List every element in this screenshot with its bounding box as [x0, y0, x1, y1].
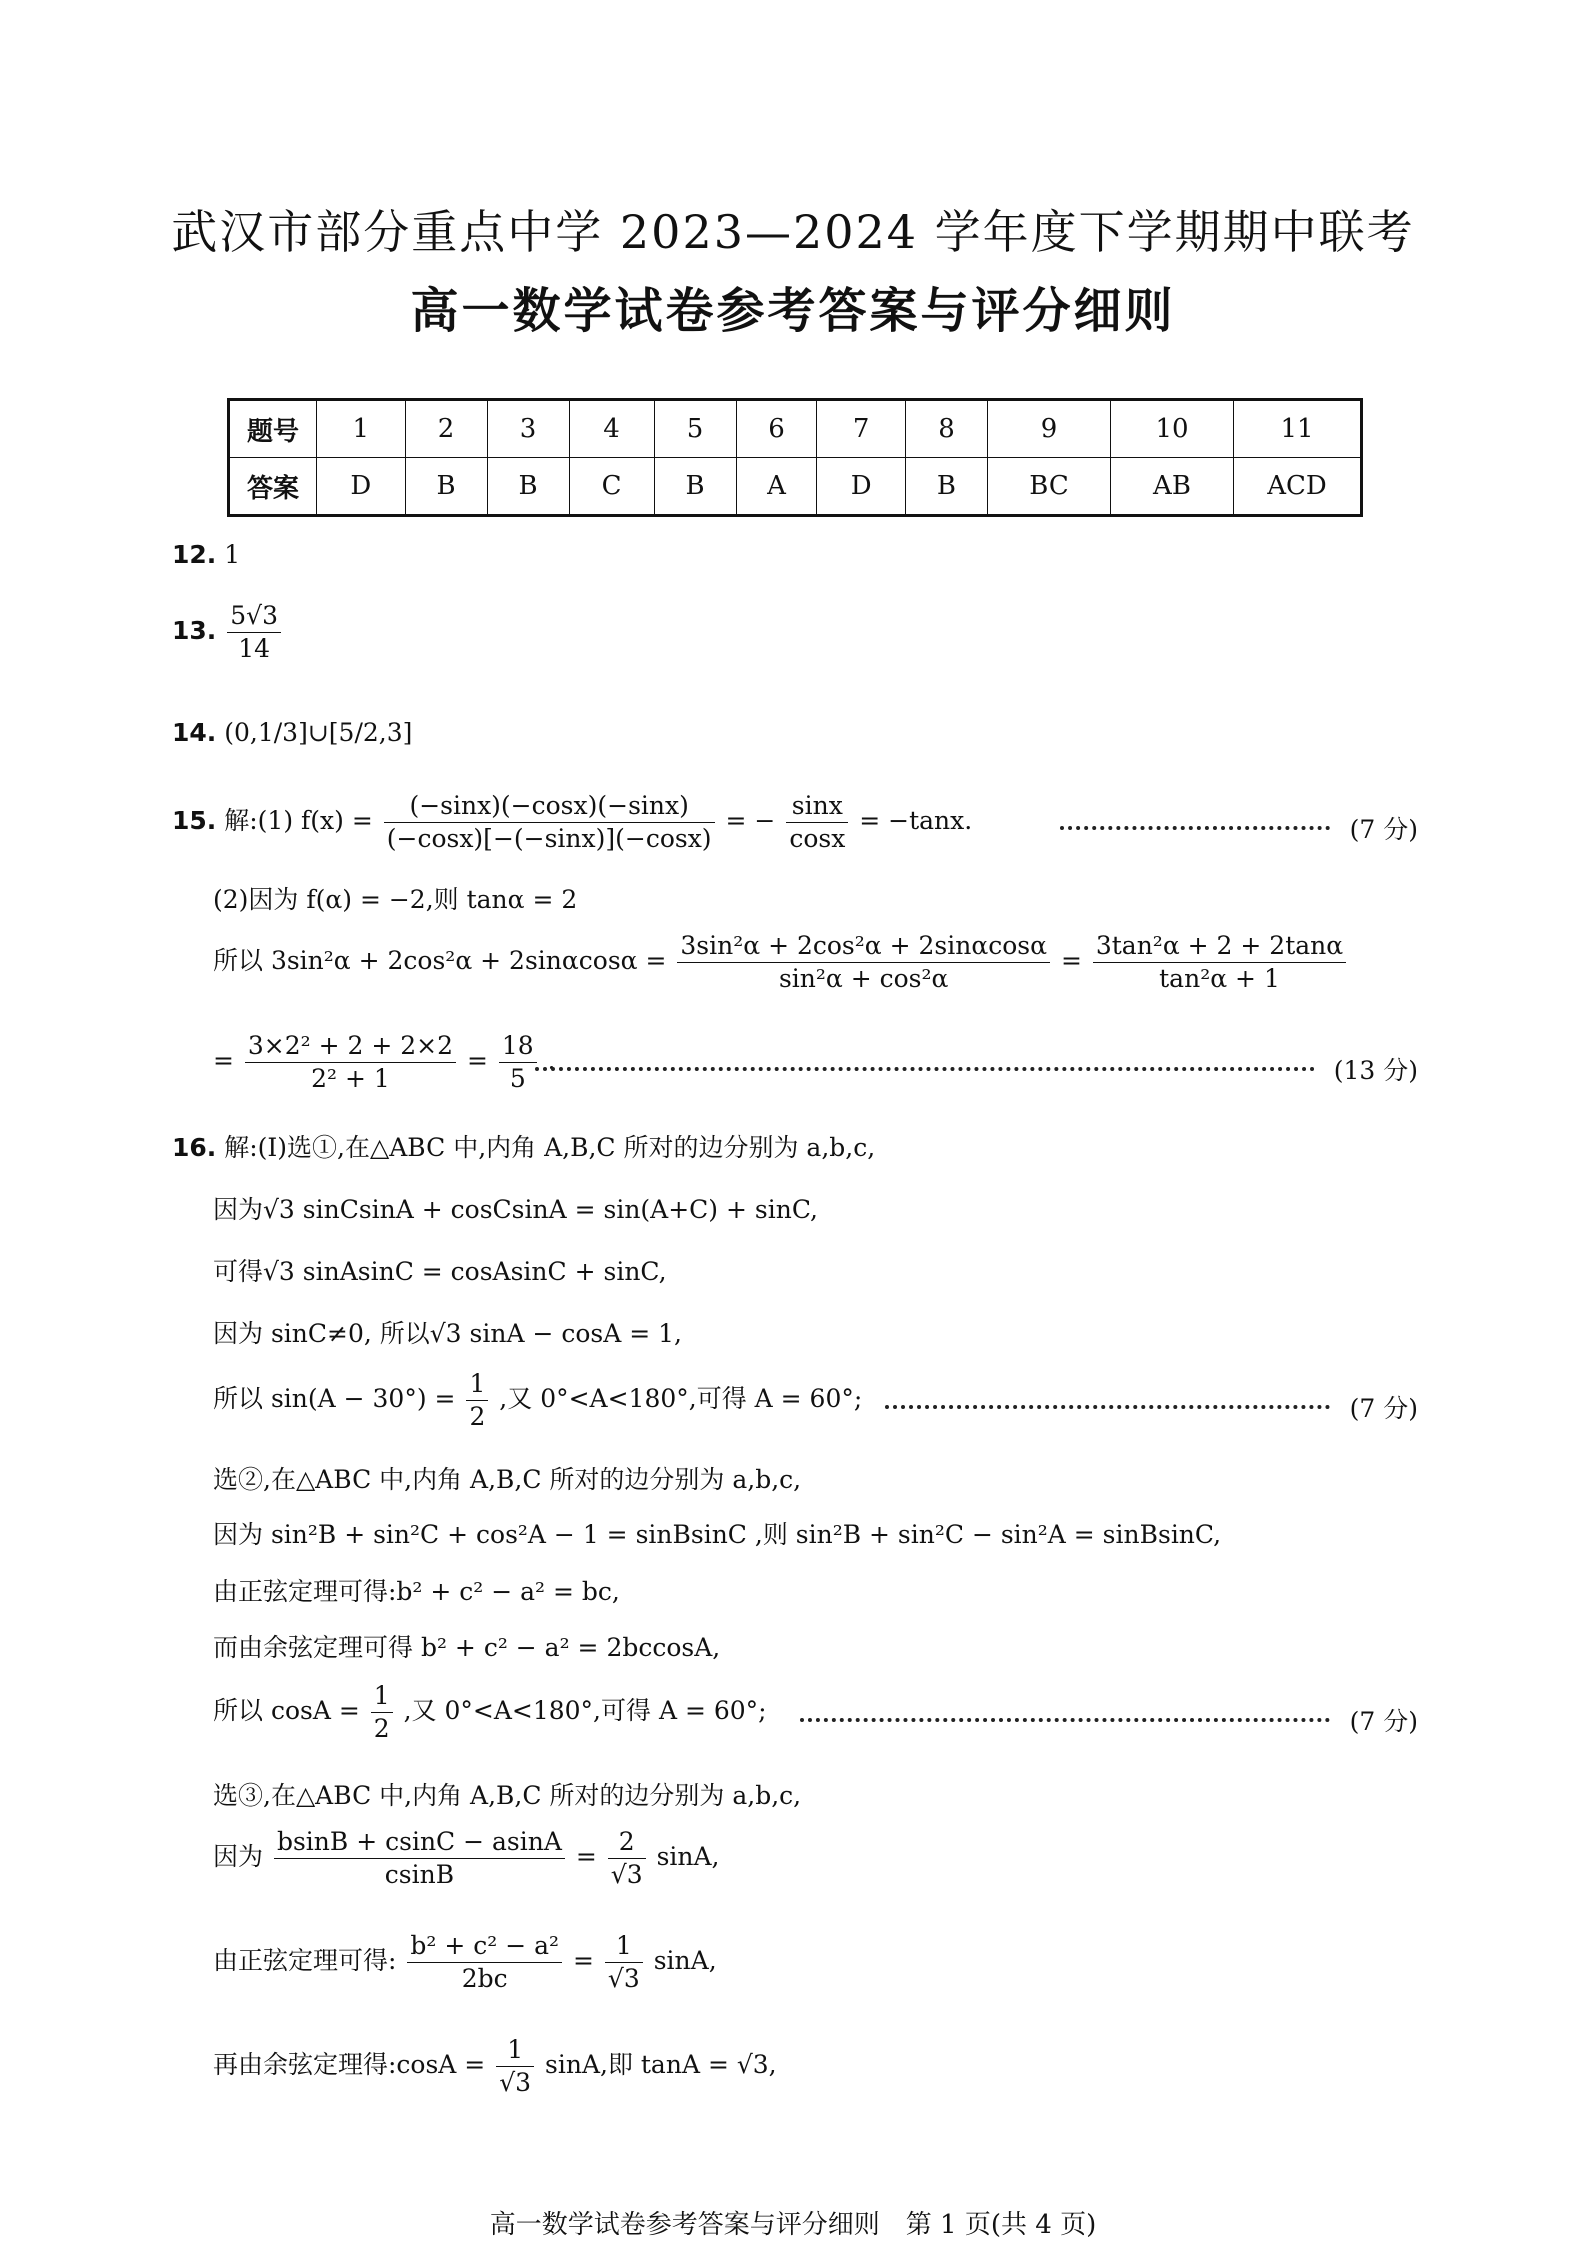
denominator: 2bc — [461, 1964, 508, 1993]
table-cell: 2 — [405, 400, 487, 458]
q15-line-3 — [213, 930, 1349, 995]
numerator: (−sinx)(−cosx)(−sinx) — [384, 790, 715, 823]
table-row-answers — [229, 458, 1362, 516]
q16-line-3: 可得√3 sinAsinC = cosAsinC + sinC, — [213, 1257, 667, 1286]
q16-line-12 — [213, 1826, 720, 1891]
table-cell: BC — [988, 458, 1111, 516]
q14-answer — [172, 718, 412, 747]
q16-line-4: 因为 sinC≠0, 所以√3 sinA − cosA = 1, — [213, 1319, 682, 1348]
text: sinA,即 tanA = √3, — [545, 2050, 777, 2079]
fraction — [496, 2034, 534, 2099]
denominator: √3 — [607, 1964, 640, 1993]
q15-line-1 — [172, 790, 972, 855]
score: (7 分) — [1349, 815, 1418, 844]
leader-dots — [800, 1718, 1330, 1722]
answer-value: (0,1/3]∪[5/2,3] — [224, 718, 413, 747]
fraction — [384, 790, 715, 855]
exam-title: 武汉市部分重点中学 2023—2024 学年度下学期期中联考 — [171, 205, 1415, 259]
table-cell: A — [736, 458, 817, 516]
q16-line-8: 由正弦定理可得:b² + c² − a² = bc, — [213, 1577, 620, 1606]
question-number: 14. — [172, 718, 217, 747]
table-cell: D — [317, 458, 406, 516]
fraction — [466, 1368, 488, 1433]
text: 所以 sin(A − 30°) = — [213, 1384, 456, 1413]
table-cell: ACD — [1234, 458, 1362, 516]
table-cell: 5 — [654, 400, 736, 458]
row-label-answers: 答案 — [229, 458, 317, 516]
q16-line-7: 因为 sin²B + sin²C + cos²A − 1 = sinBsinC ,则 sin²B + sin²C − sin²A = sinBsinC, — [213, 1520, 1222, 1549]
table-cell: AB — [1111, 458, 1234, 516]
denominator: 5 — [509, 1064, 526, 1093]
denominator: √3 — [610, 1860, 643, 1889]
score: (7 分) — [1349, 1707, 1418, 1736]
fraction — [1093, 930, 1346, 995]
table-cell: 3 — [487, 400, 569, 458]
numerator: 1 — [466, 1368, 488, 1401]
fraction — [407, 1930, 562, 1995]
answer-value: 1 — [224, 540, 241, 569]
text: = −tanx. — [859, 806, 973, 835]
denominator: tan²α + 1 — [1159, 964, 1280, 993]
text: 所以 cosA = — [213, 1696, 360, 1725]
q12-answer — [172, 540, 240, 569]
numerator: 18 — [499, 1030, 537, 1063]
table-cell: 1 — [317, 400, 406, 458]
fraction — [605, 1930, 643, 1995]
table-cell: 4 — [569, 400, 654, 458]
fraction — [786, 790, 848, 855]
denominator: 2 — [373, 1714, 390, 1743]
numerator: 1 — [496, 2034, 534, 2067]
denominator: sin²α + cos²α — [778, 964, 949, 993]
leader-dots — [535, 1067, 1315, 1071]
numerator: bsinB + csinC − asinA — [274, 1826, 565, 1859]
denominator: 2² + 1 — [311, 1064, 390, 1093]
q16-line-2: 因为√3 sinCsinA + cosCsinA = sin(A+C) + sinC, — [213, 1195, 819, 1224]
denominator: csinB — [384, 1860, 455, 1889]
fraction — [608, 1826, 646, 1891]
text: sinA, — [656, 1842, 720, 1871]
fraction — [245, 1030, 456, 1095]
denominator: cosx — [789, 824, 846, 853]
denominator: (−cosx)[−(−sinx)](−cosx) — [386, 824, 712, 853]
q15-line-4 — [213, 1030, 556, 1095]
text: 再由余弦定理得:cosA = — [213, 2050, 486, 2079]
q16-line-11: 选③,在△ABC 中,内角 A,B,C 所对的边分别为 a,b,c, — [213, 1781, 802, 1810]
numerator: 3sin²α + 2cos²α + 2sinαcosα — [677, 930, 1050, 963]
table-cell: 7 — [817, 400, 906, 458]
text: = − — [725, 806, 776, 835]
text: 由正弦定理可得: — [213, 1946, 397, 1975]
numerator: b² + c² − a² — [407, 1930, 562, 1963]
q16-line-9: 而由余弦定理可得 b² + c² − a² = 2bccosA, — [213, 1633, 721, 1662]
table-cell: C — [569, 458, 654, 516]
q16-line-14 — [213, 2034, 777, 2099]
fraction — [371, 1680, 393, 1745]
numerator: 3×2² + 2 + 2×2 — [245, 1030, 456, 1063]
table-cell: B — [405, 458, 487, 516]
text: = — [575, 1842, 597, 1871]
numerator: 1 — [371, 1680, 393, 1713]
question-number: 16. — [172, 1133, 217, 1162]
fraction — [499, 1030, 537, 1095]
table-cell: B — [654, 458, 736, 516]
numerator: 3tan²α + 2 + 2tanα — [1093, 930, 1346, 963]
table-row-numbers — [229, 400, 1362, 458]
fraction — [677, 930, 1050, 995]
text: . — [547, 1046, 556, 1075]
text: ,又 0°<A<180°,可得 A = 60°; — [499, 1384, 863, 1413]
q16-line-5 — [213, 1368, 862, 1433]
q16-line-13 — [213, 1930, 717, 1995]
denominator: √3 — [499, 2068, 532, 2097]
text: = — [467, 1046, 488, 1075]
table-cell: B — [487, 458, 569, 516]
score: (7 分) — [1349, 1394, 1418, 1423]
table-cell: B — [905, 458, 987, 516]
text: 所以 3sin²α + 2cos²α + 2sinαcosα = — [213, 946, 667, 975]
question-number: 13. — [172, 616, 217, 645]
table-cell: 8 — [905, 400, 987, 458]
numerator: 2 — [608, 1826, 646, 1859]
answer-table — [227, 398, 1363, 517]
numerator: 1 — [605, 1930, 643, 1963]
leader-dots — [1060, 826, 1330, 830]
table-cell: 9 — [988, 400, 1111, 458]
leader-dots — [885, 1405, 1330, 1409]
row-label-numbers: 题号 — [229, 400, 317, 458]
numerator: sinx — [786, 790, 848, 823]
q16-line-1 — [172, 1128, 875, 1164]
fraction — [227, 600, 281, 665]
q16-line-10 — [213, 1680, 767, 1745]
question-number: 15. — [172, 806, 217, 835]
table-cell: D — [817, 458, 906, 516]
text: ,又 0°<A<180°,可得 A = 60°; — [403, 1696, 767, 1725]
page-footer: 高一数学试卷参考答案与评分细则 第 1 页(共 4 页) — [489, 2210, 1097, 2240]
answer-key-subtitle: 高一数学试卷参考答案与评分细则 — [410, 283, 1176, 339]
text: sinA, — [653, 1946, 717, 1975]
score: (13 分) — [1333, 1056, 1418, 1085]
table-cell: 10 — [1111, 400, 1234, 458]
q13-answer — [172, 600, 284, 665]
numerator: 5√3 — [227, 600, 281, 633]
denominator: 14 — [238, 634, 271, 663]
text: 因为 — [213, 1842, 264, 1871]
fraction — [274, 1826, 565, 1891]
q16-line-6: 选②,在△ABC 中,内角 A,B,C 所对的边分别为 a,b,c, — [213, 1465, 802, 1494]
text: = — [213, 1046, 234, 1075]
text: = — [1060, 946, 1082, 975]
question-number: 12. — [172, 540, 217, 569]
text: 解:(1) f(x) = — [224, 806, 373, 835]
table-cell: 6 — [736, 400, 817, 458]
denominator: 2 — [469, 1402, 486, 1431]
table-cell: 11 — [1234, 400, 1362, 458]
q15-line-2: (2)因为 f(α) = −2,则 tanα = 2 — [213, 885, 578, 914]
text: 解:(Ⅰ)选①,在△ABC 中,内角 A,B,C 所对的边分别为 a,b,c, — [224, 1133, 876, 1162]
text: = — [573, 1946, 594, 1975]
